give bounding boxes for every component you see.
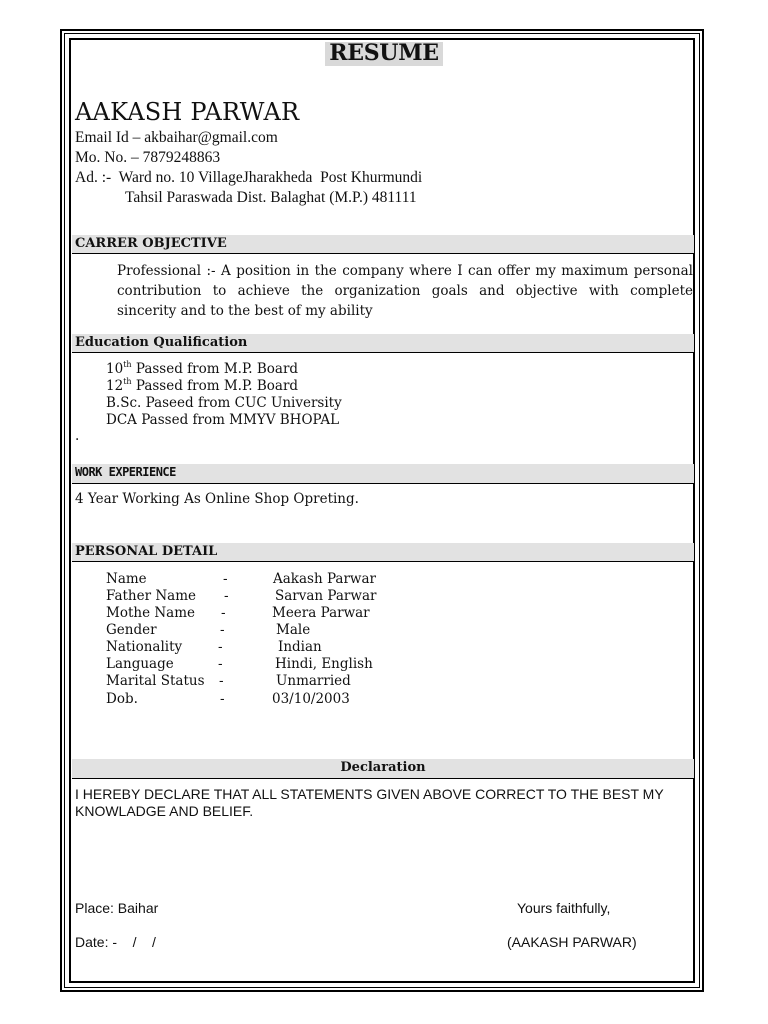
section-title: CARRER OBJECTIVE [75, 236, 227, 251]
address-line-2: Tahsil Paraswada Dist. Balaghat (M.P.) 481111 [125, 189, 417, 206]
signature-name: (AAKASH PARWAR) [507, 934, 637, 950]
personal-dash: - [218, 656, 223, 672]
education-item: B.Sc. Paseed from CUC University [106, 395, 342, 411]
declaration-text: I HEREBY DECLARE THAT ALL STATEMENTS GIVEN ABOVE CORRECT TO THE BEST MY KNOWLADGE AND BELIEF. [75, 786, 664, 819]
personal-dash: - [221, 605, 226, 621]
personal-value: Male [276, 622, 311, 638]
personal-value: Sarvan Parwar [275, 588, 377, 604]
section-header-objective [72, 235, 694, 254]
personal-dash: - [223, 571, 228, 587]
email-line: Email Id – akbaihar@gmail.com [75, 129, 278, 146]
address-line-1: Ad. :- Ward no. 10 VillageJharakheda Post Khurmundi [75, 169, 423, 186]
education-dot: . [75, 428, 80, 444]
date-line: Date: - / / [75, 934, 156, 950]
section-header-personal [72, 543, 694, 562]
section-header-work [72, 464, 694, 484]
personal-label: Name [106, 571, 147, 587]
personal-label: Nationality [106, 639, 183, 655]
personal-label: Dob. [106, 691, 138, 707]
work-experience-text: 4 Year Working As Online Shop Opreting. [75, 491, 359, 507]
section-title: PERSONAL DETAIL [75, 544, 218, 559]
education-item: DCA Passed from MMYV BHOPAL [106, 412, 340, 428]
personal-label: Father Name [106, 588, 197, 604]
education-item: 10th Passed from M.P. Board [106, 360, 299, 377]
personal-value: Aakash Parwar [273, 571, 376, 587]
personal-label: Language [106, 656, 174, 672]
personal-label: Marital Status [106, 673, 205, 689]
personal-value: Meera Parwar [272, 605, 370, 621]
personal-value: Hindi, English [275, 656, 373, 672]
objective-text: Professional :- A position in the company where I can offer my maximum personal contribution to achieve the organization goals and objective with complete sincerity and to the best of my ability [117, 263, 693, 319]
personal-dash: - [218, 639, 223, 655]
section-title: Declaration [340, 760, 426, 775]
personal-dash: - [220, 622, 225, 638]
section-title: Education Qualification [75, 335, 248, 350]
candidate-name: AAKASH PARWAR [75, 98, 300, 126]
resume-title: RESUME [329, 40, 439, 66]
personal-value: Indian [278, 639, 322, 655]
personal-value: Unmarried [276, 673, 351, 689]
personal-dash: - [220, 691, 225, 707]
section-title: WORK EXPERIENCE [75, 465, 176, 479]
section-header-education [72, 334, 694, 353]
personal-dash: - [219, 673, 224, 689]
closing-line: Yours faithfully, [517, 900, 611, 916]
section-header-declaration [72, 759, 694, 779]
personal-dash: - [224, 588, 229, 604]
personal-label: Mothe Name [106, 605, 196, 621]
place-line: Place: Baihar [75, 900, 159, 916]
mobile-line: Mo. No. – 7879248863 [75, 149, 221, 166]
personal-label: Gender [106, 622, 157, 638]
education-item: 12th Passed from M.P. Board [106, 377, 299, 394]
personal-value: 03/10/2003 [272, 691, 350, 707]
